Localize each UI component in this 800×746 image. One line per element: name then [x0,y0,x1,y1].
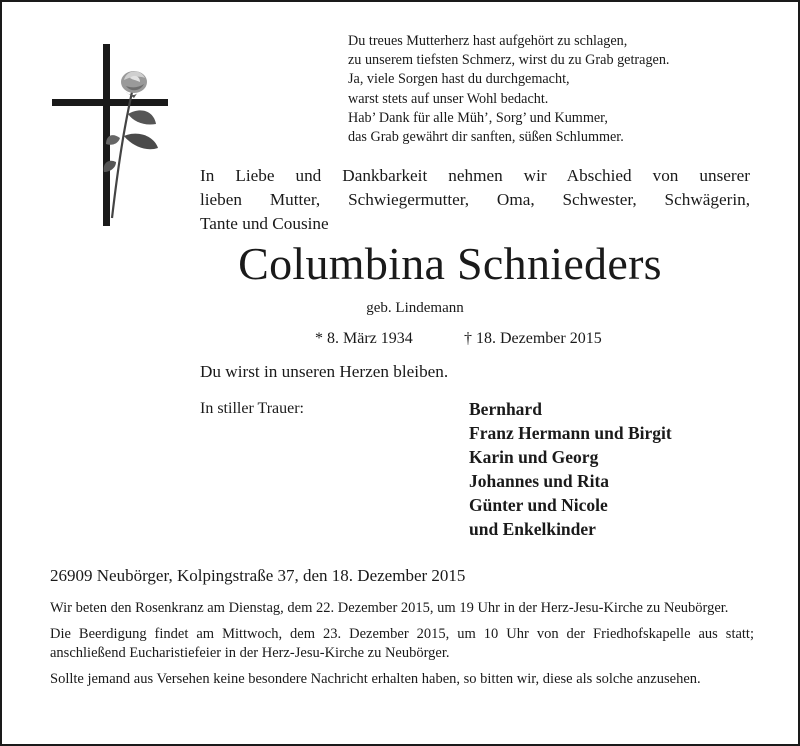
intro-line: In Liebe und Dankbarkeit nehmen wir Abschied von unserer [200,166,750,185]
rosary-notice: Wir beten den Rosenkranz am Dienstag, dem 22. Dezember 2015, um 19 Uhr in der Herz-Jesu-Kirche zu Neubörger. [50,600,729,616]
mourner-name: und Enkelkinder [469,519,596,539]
poem [348,32,669,147]
death-date: † 18. Dezember 2015 [464,330,602,347]
mourner-name: Franz Hermann und Birgit [469,423,672,443]
poem-line: das Grab gewährt dir sanften, süßen Schlummer. [348,129,624,146]
funeral-notice: Die Beerdigung findet am Mittwoch, dem 23. Dezember 2015, um 10 Uhr von der Friedhofskapelle aus statt; anschließend Eucharistiefeier in der Herz-Jesu-Kirche zu Neubörger. [50,625,754,661]
service-notices [50,599,754,695]
poem-line: zu unserem tiefsten Schmerz, wirst du zu Grab getragen. [348,52,670,69]
poem-line: warst stets auf unser Wohl bedacht. [348,90,549,107]
cross-with-rose-icon [46,40,176,230]
birth-date: * 8. März 1934 [315,330,413,347]
deceased-name: Columbina Schnieders [238,238,662,289]
poem-line: Ja, viele Sorgen hast du durchgemacht, [348,71,570,88]
address-date-line: 26909 Neubörger, Kolpingstraße 37, den 18. Dezember 2015 [50,566,466,585]
intro-line: Tante und Cousine [200,214,329,233]
mourners-list [469,397,672,541]
intro-line: lieben Mutter, Schwiegermutter, Oma, Schwester, Schwägerin, [200,190,750,209]
poem-line: Du treues Mutterherz hast aufgehört zu schlagen, [348,33,628,49]
notification-notice: Sollte jemand aus Versehen keine besondere Nachricht erhalten haben, so bitten wir, diese als solche anzusehen. [50,670,701,687]
mourner-name: Karin und Georg [469,447,599,467]
mourner-name: Bernhard [469,399,542,419]
maiden-name: geb. Lindemann [366,300,464,316]
poem-line: Hab’ Dank für alle Müh’, Sorg’ und Kummer, [348,109,608,126]
farewell-intro [200,164,750,236]
mourner-name: Johannes und Rita [469,471,610,491]
mourner-name: Günter und Nicole [469,495,608,515]
mourners-label: In stiller Trauer: [200,400,304,417]
memory-line: Du wirst in unseren Herzen bleiben. [200,362,449,381]
